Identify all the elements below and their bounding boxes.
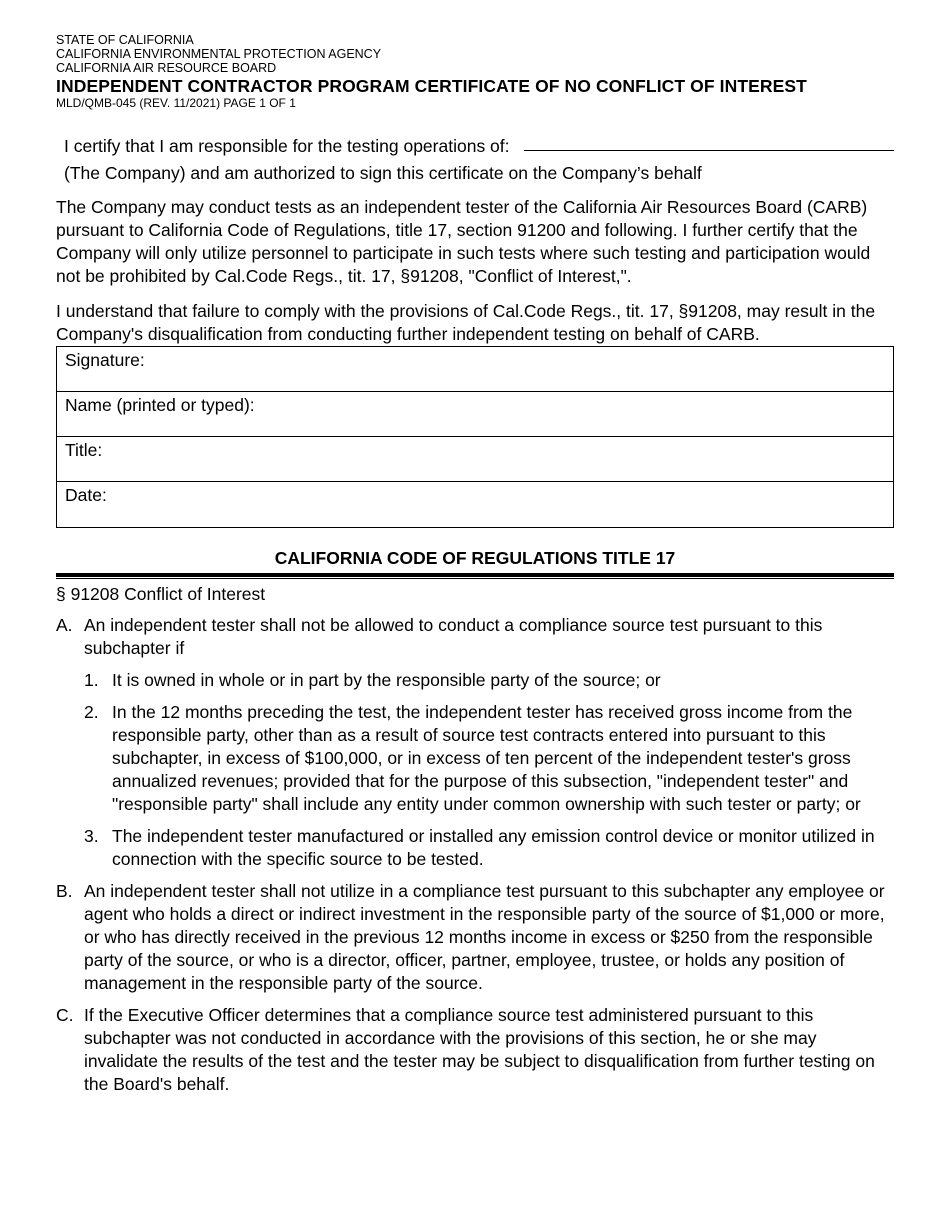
- subitem-marker: 3.: [84, 826, 99, 846]
- agency-name: CALIFORNIA ENVIRONMENTAL PROTECTION AGENCY: [56, 47, 382, 61]
- item-text: If the Executive Officer determines that a compliance source test administered pursuant to this subchapter was not conducted in accordance with the provisions of this section, he or she may invalidate the results of the test and the tester may be subject to disqualification from further testing on the Board's behalf.: [84, 1005, 875, 1094]
- regulations-heading: CALIFORNIA CODE OF REGULATIONS TITLE 17: [274, 548, 676, 568]
- regulation-subitem-2: [84, 701, 894, 816]
- date-field[interactable]: [57, 482, 893, 527]
- behalf-text: (The Company) and am authorized to sign this certificate on the Company’s behalf: [64, 163, 702, 183]
- company-name-field[interactable]: [524, 130, 894, 151]
- certify-row: [56, 135, 894, 157]
- certificate-page: [56, 33, 894, 1096]
- regulation-subitem-1: [84, 669, 894, 692]
- regulation-item-c: [56, 1004, 894, 1096]
- date-label: Date:: [65, 485, 107, 505]
- subitem-text: It is owned in whole or in part by the responsible party of the source; or: [112, 670, 661, 690]
- certify-text: I certify that I am responsible for the testing operations of:: [64, 136, 510, 156]
- name-field[interactable]: [57, 392, 893, 437]
- heading-rule: [56, 573, 894, 579]
- form-id: MLD/QMB-045 (REV. 11/2021) PAGE 1 OF 1: [56, 96, 296, 110]
- signature-table: [56, 346, 894, 528]
- section-title: § 91208 Conflict of Interest: [56, 584, 266, 604]
- subitem-marker: 1.: [84, 670, 99, 690]
- item-text: An independent tester shall not be allowed to conduct a compliance source test pursuant to this subchapter if: [84, 615, 823, 658]
- title-label: Title:: [65, 440, 103, 460]
- subitem-text: In the 12 months preceding the test, the independent tester has received gross income from the responsible party, other than as a result of source test contracts entered into pursuant to this subchapter, in excess of $100,000, or in excess of ten percent of the independent tester's gross annualized revenues; provided that for the purpose of this subsection, "independent tester" and "responsible party" shall include any entity under common ownership with such tester or party; or: [112, 702, 861, 814]
- board-name: CALIFORNIA AIR RESOURCE BOARD: [56, 61, 277, 75]
- item-marker: A.: [56, 615, 73, 635]
- certification-paragraph-1: The Company may conduct tests as an independent tester of the California Air Resources Board (CARB) pursuant to California Code of Regulations, title 17, section 91200 and following. I further certify that the Company will only utilize personnel to participate in such tests where such testing and participation would not be prohibited by Cal.Code Regs., tit. 17, §91208, "Conflict of Interest,".: [56, 197, 871, 286]
- item-marker: C.: [56, 1005, 74, 1025]
- regulation-subitem-3: [84, 825, 894, 871]
- form-title: INDEPENDENT CONTRACTOR PROGRAM CERTIFICATE OF NO CONFLICT OF INTEREST: [56, 76, 807, 96]
- item-text: An independent tester shall not utilize in a compliance test pursuant to this subchapter any employee or agent who holds a direct or indirect investment in the responsible party of the source of $1,000 or more, or who has directly received in the previous 12 months income in excess or $250 from the responsible party of the source, or who is a director, officer, partner, employee, trustee, or holds any position of management in the responsible party of the source.: [84, 881, 885, 993]
- subitem-marker: 2.: [84, 702, 99, 722]
- signature-field[interactable]: [57, 347, 893, 392]
- item-marker: B.: [56, 881, 73, 901]
- state-name: STATE OF CALIFORNIA: [56, 33, 194, 47]
- signature-label: Signature:: [65, 350, 145, 370]
- regulation-item-b: [56, 880, 894, 995]
- subitem-text: The independent tester manufactured or installed any emission control device or monitor utilized in connection with the specific source to be tested.: [112, 826, 875, 869]
- name-label: Name (printed or typed):: [65, 395, 255, 415]
- title-field[interactable]: [57, 437, 893, 482]
- regulation-item-a: [56, 614, 894, 660]
- certification-paragraph-2: I understand that failure to comply with the provisions of Cal.Code Regs., tit. 17, §91208, may result in the Company's disqualification from conducting further independent testing on behalf of CARB.: [56, 301, 876, 344]
